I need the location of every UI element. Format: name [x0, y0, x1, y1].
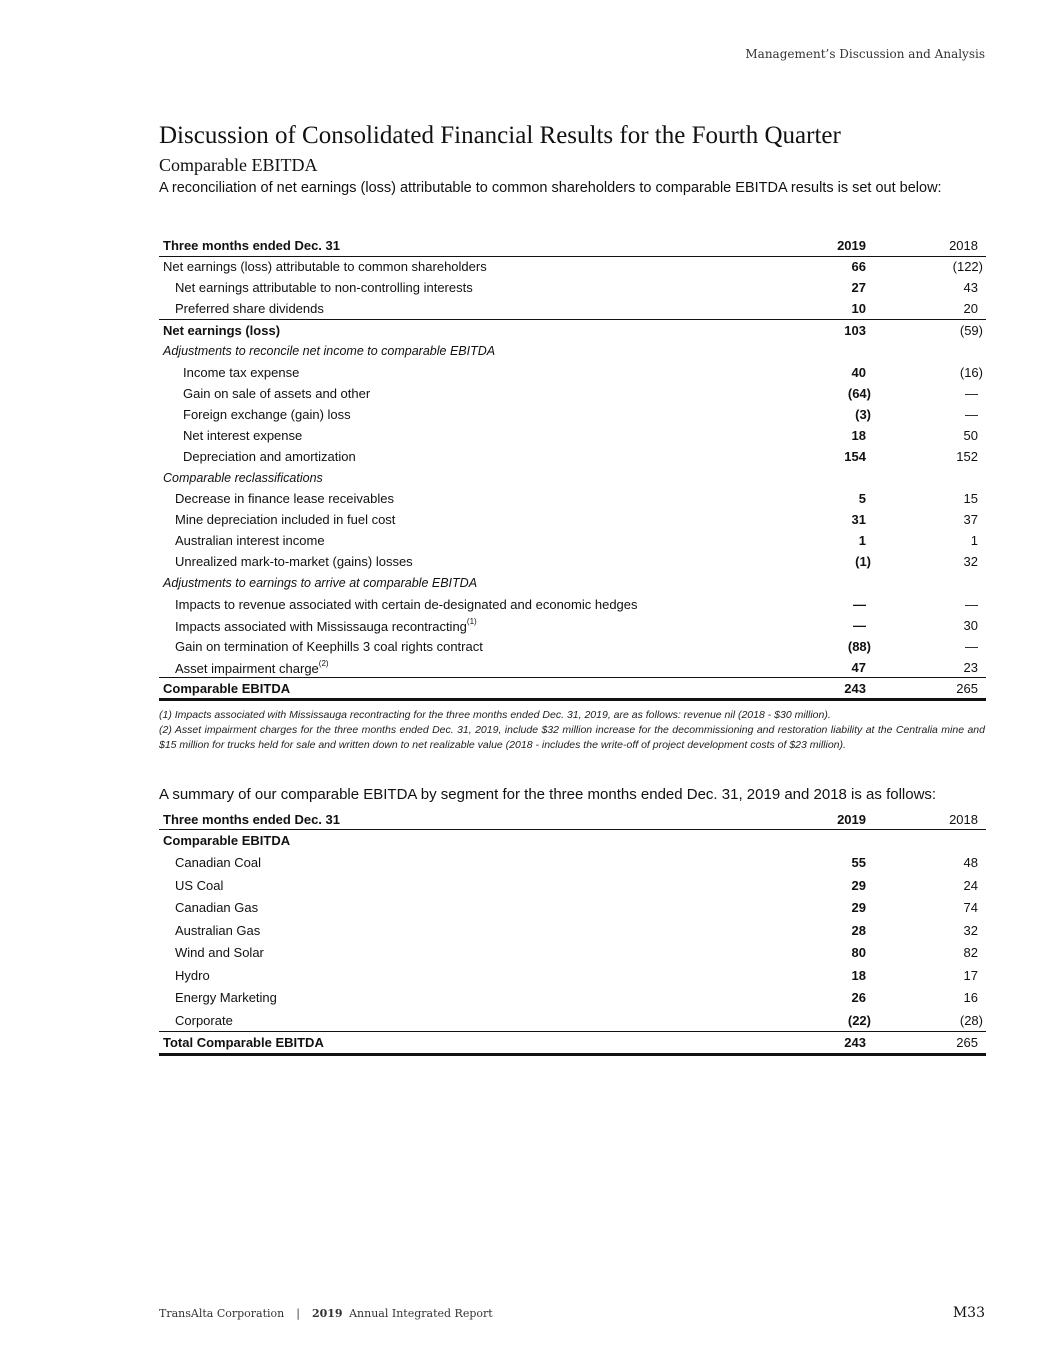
- value-2019: 40: [851, 364, 866, 380]
- value-2018: 30: [963, 617, 978, 633]
- header-2019: 2019: [762, 235, 874, 256]
- table-row: [159, 319, 986, 340]
- table-row: [159, 594, 986, 615]
- value-2019: —: [853, 617, 866, 633]
- value-2019: 29: [851, 877, 866, 893]
- row-label: Decrease in finance lease receivables: [175, 491, 394, 507]
- row-label: Australian interest income: [175, 533, 325, 549]
- row-label: Net earnings (loss): [163, 322, 281, 338]
- table-row: [159, 1009, 986, 1032]
- value-2019: 18: [851, 967, 866, 983]
- value-2018: 152: [956, 448, 978, 464]
- value-2018: 50: [963, 427, 978, 443]
- footnotes: [159, 708, 985, 753]
- header-2018: 2018: [874, 235, 986, 256]
- footer-report: Annual Integrated Report: [349, 1307, 493, 1320]
- table-row: [159, 1032, 986, 1055]
- running-head: Management’s Discussion and Analysis: [745, 47, 985, 61]
- table-row: [159, 964, 986, 987]
- table-row: [159, 615, 986, 636]
- row-label: Foreign exchange (gain) loss: [183, 406, 351, 422]
- row-label: Gain on termination of Keephills 3 coal rights contract: [175, 638, 483, 654]
- value-2019: (88): [847, 638, 871, 654]
- table-row: [159, 404, 986, 425]
- value-2018: (122): [952, 259, 983, 275]
- table-row: [159, 298, 986, 319]
- table-row: [159, 657, 986, 678]
- footer-company: TransAlta Corporation: [159, 1307, 285, 1320]
- table-header-row: [159, 811, 986, 829]
- table-row: [159, 488, 986, 509]
- value-2018: (59): [959, 322, 983, 338]
- table-row: [159, 678, 986, 699]
- value-2018: (16): [959, 364, 983, 380]
- value-2019: 47: [762, 657, 874, 678]
- header-2018: 2018: [874, 811, 986, 829]
- value-2018: [874, 340, 986, 361]
- value-2019: 243: [762, 678, 874, 699]
- value-2018: 17: [963, 967, 978, 983]
- table-row: [159, 256, 986, 277]
- row-label: Income tax expense: [183, 364, 300, 380]
- value-2018: 37: [963, 512, 978, 528]
- value-2018: 265: [874, 678, 986, 699]
- value-2018: 48: [963, 855, 978, 871]
- row-label: Preferred share dividends: [175, 301, 324, 317]
- table-row: [159, 446, 986, 467]
- table-row: [159, 919, 986, 942]
- footer-separator: |: [296, 1307, 300, 1320]
- row-label: Adjustments to reconcile net income to comparable EBITDA: [163, 344, 496, 359]
- row-label: Net interest expense: [183, 427, 303, 443]
- value-2018: 43: [963, 280, 978, 296]
- value-2019: 243: [762, 1032, 874, 1055]
- row-label: Total Comparable EBITDA: [163, 1034, 324, 1050]
- row-label: Impacts to revenue associated with certain de-designated and economic hedges: [175, 596, 638, 612]
- row-label: US Coal: [175, 877, 224, 893]
- row-label: Comparable EBITDA: [163, 680, 291, 696]
- value-2019: 1: [858, 533, 866, 549]
- value-2019: 27: [851, 280, 866, 296]
- table-row: [159, 573, 986, 594]
- page-number: M33: [952, 1305, 985, 1321]
- row-label: Unrealized mark-to-market (gains) losses: [175, 554, 413, 570]
- row-label: Depreciation and amortization: [183, 448, 356, 464]
- footnote-ref: (1): [466, 616, 477, 626]
- table-row: [159, 362, 986, 383]
- value-2018: 265: [874, 1032, 986, 1055]
- value-2019: 154: [844, 448, 866, 464]
- value-2019: 5: [858, 491, 866, 507]
- value-2019: [762, 467, 874, 488]
- table-row: [159, 874, 986, 897]
- value-2019: [762, 340, 874, 361]
- value-2019: (1): [855, 554, 871, 570]
- value-2019: [762, 829, 874, 852]
- table-row: [159, 942, 986, 965]
- row-label: Canadian Gas: [175, 900, 259, 916]
- value-2018: 20: [874, 298, 986, 319]
- row-label: Comparable EBITDA: [163, 833, 291, 848]
- value-2019: [762, 573, 874, 594]
- value-2019: —: [853, 596, 866, 612]
- row-label: Wind and Solar: [175, 945, 264, 961]
- footer: [159, 1307, 493, 1320]
- row-label: Mine depreciation included in fuel cost: [175, 512, 396, 528]
- header-2019: 2019: [762, 811, 874, 829]
- value-2018: 15: [963, 491, 978, 507]
- value-2019: 29: [851, 900, 866, 916]
- value-2019: 26: [851, 990, 866, 1006]
- value-2018: 1: [970, 533, 978, 549]
- value-2018: —: [965, 596, 978, 612]
- segment-table: [159, 811, 986, 1056]
- table-row: [159, 340, 986, 361]
- page-title: Discussion of Consolidated Financial Results for the Fourth Quarter: [159, 122, 841, 149]
- row-label: Corporate: [175, 1012, 233, 1028]
- section-subtitle: Comparable EBITDA: [159, 155, 318, 175]
- row-label: Net earnings (loss) attributable to common shareholders: [163, 259, 487, 275]
- value-2018: 74: [963, 900, 978, 916]
- footnote-ref: (2): [318, 658, 329, 668]
- table-row: [159, 425, 986, 446]
- row-label: Impacts associated with Mississauga recontracting: [175, 618, 467, 634]
- row-label: Comparable reclassifications: [163, 470, 323, 485]
- header-label: Three months ended Dec. 31: [159, 235, 762, 256]
- value-2018: —: [965, 638, 978, 654]
- footnote-2: (2) Asset impairment charges for the three months ended Dec. 31, 2019, include $32 million increase for the decommissioning and restoration liability at the Centralia mine and $15 million for trucks held for sale and written down to net realizable value (2018 - includes the write-off of project development costs of $23 million).: [159, 724, 985, 751]
- value-2019: 55: [851, 855, 866, 871]
- row-label: Asset impairment charge: [175, 660, 319, 676]
- value-2018: 24: [963, 877, 978, 893]
- footer-year: 2019: [311, 1307, 343, 1320]
- value-2019: 18: [851, 427, 866, 443]
- value-2018: [874, 829, 986, 852]
- value-2019: (64): [847, 385, 871, 401]
- summary-paragraph: A summary of our comparable EBITDA by segment for the three months ended Dec. 31, 2019 and 2018 is as follows:: [159, 786, 937, 803]
- row-label: Canadian Coal: [175, 855, 262, 871]
- value-2019: 10: [762, 298, 874, 319]
- value-2019: (3): [855, 406, 871, 422]
- table-row: [159, 852, 986, 875]
- value-2019: (22): [762, 1009, 874, 1032]
- value-2018: [874, 467, 986, 488]
- row-label: Australian Gas: [175, 922, 261, 938]
- row-label: Gain on sale of assets and other: [183, 385, 371, 401]
- value-2018: —: [965, 406, 978, 422]
- table-row: [159, 829, 986, 852]
- table-row: [159, 509, 986, 530]
- table-row: [159, 383, 986, 404]
- row-label: Energy Marketing: [175, 990, 277, 1006]
- row-label: Hydro: [175, 967, 210, 983]
- value-2018: —: [965, 385, 978, 401]
- table-row: [159, 467, 986, 488]
- row-label: Net earnings attributable to non-controlling interests: [175, 280, 473, 296]
- table-row: [159, 277, 986, 298]
- value-2019: 103: [844, 322, 866, 338]
- value-2018: [874, 573, 986, 594]
- table-row: [159, 551, 986, 572]
- value-2018: (28): [874, 1009, 986, 1032]
- footnote-1: (1) Impacts associated with Mississauga recontracting for the three months ended Dec. 31, 2019, are as follows: revenue nil (2018 - $30 million).: [159, 709, 831, 721]
- header-label: Three months ended Dec. 31: [159, 811, 762, 829]
- value-2018: 82: [963, 945, 978, 961]
- table-row: [159, 987, 986, 1010]
- value-2018: 16: [963, 990, 978, 1006]
- table-row: [159, 636, 986, 657]
- value-2019: 66: [851, 259, 866, 275]
- table-header-row: [159, 235, 986, 256]
- table-row: [159, 530, 986, 551]
- value-2019: 28: [851, 922, 866, 938]
- value-2019: 80: [851, 945, 866, 961]
- intro-paragraph: A reconciliation of net earnings (loss) attributable to common shareholders to comparable EBITDA results is set out below:: [159, 180, 942, 196]
- reconciliation-table: [159, 235, 986, 701]
- table-row: [159, 897, 986, 920]
- row-label: Adjustments to earnings to arrive at comparable EBITDA: [163, 576, 478, 591]
- value-2018: 23: [874, 657, 986, 678]
- value-2019: 31: [851, 512, 866, 528]
- value-2018: 32: [963, 554, 978, 570]
- value-2018: 32: [963, 922, 978, 938]
